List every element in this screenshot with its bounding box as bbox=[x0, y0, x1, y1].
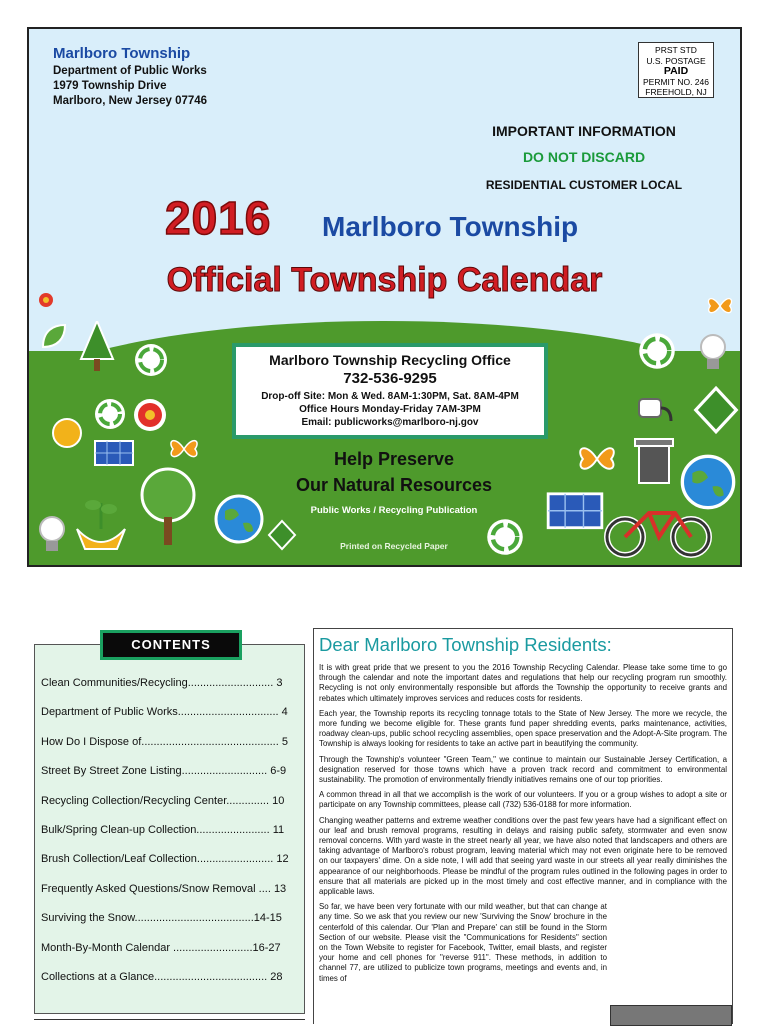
toc-item: Surviving the Snow.......................................14-15 bbox=[41, 912, 282, 924]
dropoff-hours: Drop-off Site: Mon & Wed. 8AM-1:30PM, Sat. 8AM-4PM bbox=[261, 391, 519, 402]
table-of-contents bbox=[34, 644, 305, 1014]
cover-township: Marlboro Township bbox=[322, 211, 579, 242]
sun-icon bbox=[49, 415, 85, 451]
globe-icon bbox=[213, 493, 265, 545]
letter-paragraph: Through the Township's volunteer "Green Team," we continue to maintain our Sustainable Jersey Certification, a designation reserved for those towns which have a proven track record and commitment to environmental sustainability. The promotion of environmentally friendly initiatives remains one of our top priorities. bbox=[319, 754, 727, 785]
recycling-office-title: Marlboro Township Recycling Office bbox=[269, 352, 511, 368]
bicycle-icon bbox=[603, 499, 713, 559]
letter-paragraph: Changing weather patterns and extreme weather conditions over the past few years have had a significant effect on our leaf and brush removal programs, resulting in delays and raising public safety, stormwater and even snow removal concerns. With yard waste in the street nearly all year, we have also noted that landscapers and others are taking advantage of Marlboro's robust program, leaving material which may not even originate here to be removed on our taxpayers' dime. On a side note, I will add that seeing yard waste in our streets all year really diminishes the appearance of our neighborhoods. Please be mindful of the program rules outlined in the following pages in order to ensure that all materials are picked up in the most timely and cost effective manner, and in compliance with the applicable laws. bbox=[319, 815, 727, 897]
calendar-cover bbox=[27, 27, 742, 567]
plug-icon bbox=[635, 391, 675, 425]
office-email: Email: publicworks@marlboro-nj.gov bbox=[301, 417, 479, 428]
toc-item: How Do I Dispose of............................................. 5 bbox=[41, 736, 288, 748]
hands-plant-icon bbox=[73, 489, 129, 555]
letter-body bbox=[319, 663, 727, 989]
sender-city: Marlboro, New Jersey 07746 bbox=[53, 95, 208, 107]
lightbulb-icon bbox=[37, 513, 67, 557]
recycling-office-phone: 732-536-9295 bbox=[343, 370, 437, 387]
letter-to-residents bbox=[313, 628, 733, 1024]
butterfly-icon bbox=[705, 293, 735, 319]
toc-item: Street By Street Zone Listing............................ 6-9 bbox=[41, 765, 287, 777]
leaf-icon bbox=[691, 385, 741, 435]
cover-year: 2016 bbox=[165, 192, 272, 244]
letter-paragraph: A common thread in all that we accomplish is the work of our volunteers. If you or a group wishes to adopt a site or participate on any Township committees, please call (732) 536-0188 for more information. bbox=[319, 790, 727, 810]
recycled-paper-note: Printed on Recycled Paper bbox=[340, 541, 448, 551]
toc-item: Clean Communities/Recycling............................ 3 bbox=[41, 677, 283, 689]
leaf-icon bbox=[39, 321, 69, 351]
postage-indicia bbox=[638, 42, 714, 98]
toc-item: Brush Collection/Leaf Collection......................... 12 bbox=[41, 853, 289, 865]
recycle-icon bbox=[93, 397, 127, 431]
toc-item: Bulk/Spring Clean-up Collection........................ 11 bbox=[41, 824, 285, 836]
toc-item: Month-By-Month Calendar ..........................16-27 bbox=[41, 942, 281, 954]
flower-icon bbox=[132, 397, 168, 433]
tree-icon bbox=[137, 467, 199, 547]
photo bbox=[610, 1005, 732, 1026]
sender-dept: Department of Public Works bbox=[53, 65, 207, 77]
recycle-icon bbox=[637, 331, 677, 371]
tree-icon bbox=[79, 321, 115, 373]
cover-title: Official Township Calendar bbox=[166, 261, 603, 299]
postage-permit: PERMIT NO. 246 bbox=[643, 76, 709, 87]
flower-icon bbox=[37, 291, 55, 309]
letter-paragraph: It is with great pride that we present to you the 2016 Township Recycling Calendar. Please take some time to go through the calendar and note the important dates and regulations that help our recycling program run smoothly. Recycling is not only environmentally responsible but affords the Township the opportunity to receive grants and rebates which ultimately improves services and reduces costs for residents. bbox=[319, 663, 727, 703]
toc-item: Department of Public Works................................. 4 bbox=[41, 706, 288, 718]
postage-line2: U.S. POSTAGE bbox=[646, 55, 706, 66]
toc-item: Recycling Collection/Recycling Center.............. 10 bbox=[41, 795, 285, 807]
letter-paragraph: So far, we have been very fortunate with our mild weather, but that can change at any time. So we ask that you review our new 'Surviving the Snow' brochure in the centerfold of this calendar. Our 'Plan and Prepare' can still be found in the Storm Section of our website. Please visit the "Communications for Residents" section on the Town Website to register for Facebook, Twitter, email blasts, and register your home and cell phones for "reverse 911". These methods, in addition to channel 77, are utilized to publicize town programs, meetings and events and, in times of bbox=[319, 902, 607, 983]
toc-item: Collections at a Glance..................................... 28 bbox=[41, 971, 283, 983]
preserve-line-2: Our Natural Resources bbox=[295, 475, 493, 495]
office-hours: Office Hours Monday-Friday 7AM-3PM bbox=[299, 404, 481, 415]
letter-paragraph: Each year, the Township reports its recycling tonnage totals to the State of New Jersey. The more we recycle, the more funding we become eligible for. These grants fund paper shredding events, parks maintenance, activities, roadway clean-ups, public school recycling assemblies, open space preservation and the Adopt-A-Site program. The Township is always looking for residents to take an active part in beautifying the community. bbox=[319, 708, 727, 749]
butterfly-icon bbox=[167, 435, 201, 463]
return-address bbox=[53, 45, 207, 109]
trash-can-icon bbox=[631, 433, 677, 485]
lightbulb-icon bbox=[697, 331, 729, 375]
recycle-icon bbox=[485, 517, 525, 557]
contents-heading: CONTENTS bbox=[100, 630, 242, 660]
important-information: IMPORTANT INFORMATION bbox=[492, 123, 676, 139]
solar-panel-icon bbox=[93, 439, 135, 473]
postage-line1: PRST STD bbox=[655, 45, 697, 55]
recycle-icon bbox=[133, 342, 169, 378]
residential-customer: RESIDENTIAL CUSTOMER LOCAL bbox=[485, 178, 683, 192]
publication-label: Public Works / Recycling Publication bbox=[310, 505, 478, 516]
preserve-line-1: Help Preserve bbox=[333, 449, 455, 469]
do-not-discard: DO NOT DISCARD bbox=[522, 149, 646, 165]
recycling-office-box bbox=[232, 343, 548, 439]
postage-place: FREEHOLD, NJ bbox=[645, 87, 707, 97]
sender-street: 1979 Township Drive bbox=[53, 80, 167, 92]
toc-item: Frequently Asked Questions/Snow Removal .... 13 bbox=[41, 883, 287, 895]
sender-org: Marlboro Township bbox=[53, 45, 191, 62]
divider bbox=[34, 1019, 305, 1025]
postage-paid: PAID bbox=[663, 65, 689, 77]
letter-title: Dear Marlboro Township Residents: bbox=[319, 634, 612, 655]
